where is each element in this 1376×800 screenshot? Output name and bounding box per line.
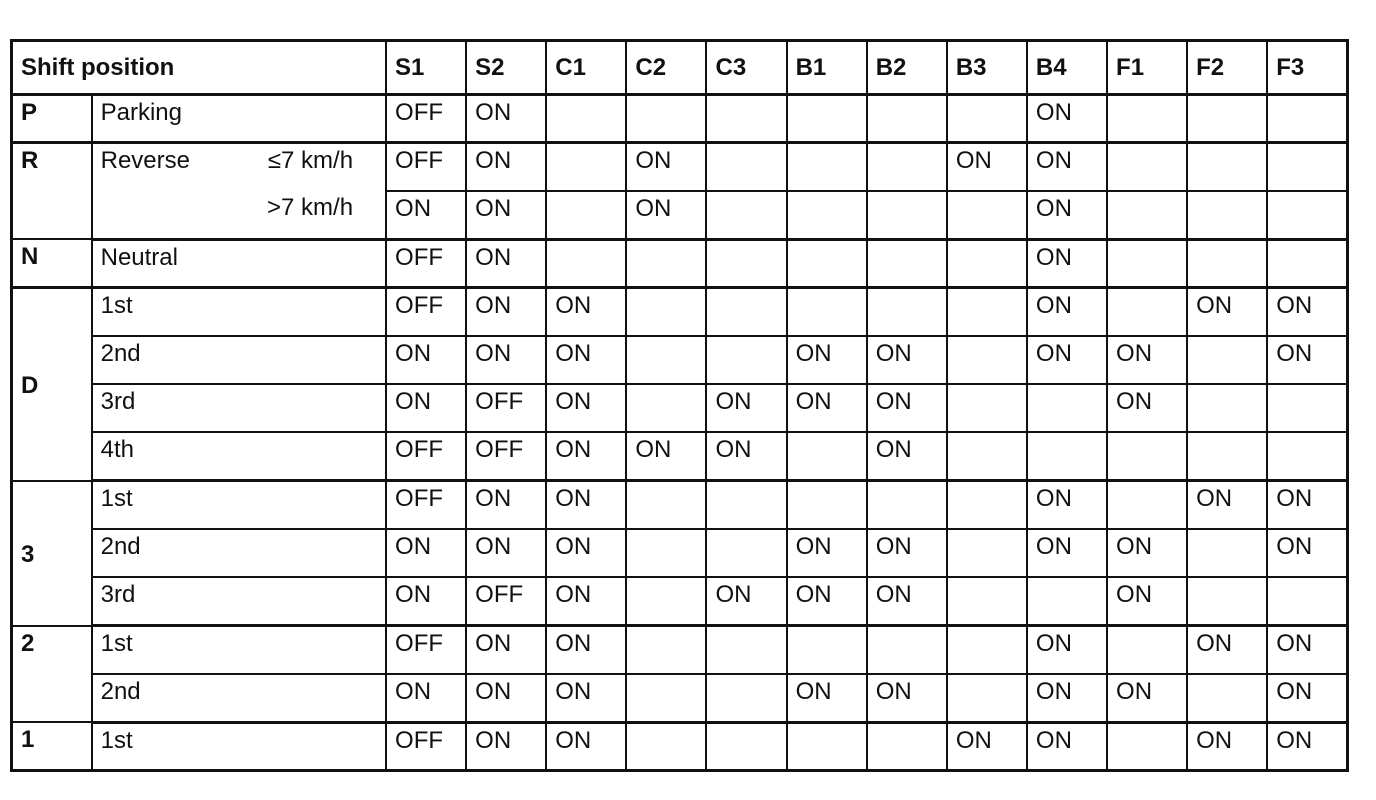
state-cell-b3 bbox=[947, 481, 1027, 529]
col-header-c2: C2 bbox=[626, 41, 706, 95]
gear-label: 1st bbox=[92, 722, 386, 770]
state-cell-s2: ON bbox=[466, 674, 546, 722]
state-cell-b2: ON bbox=[867, 336, 947, 384]
state-cell-s1: ON bbox=[386, 674, 466, 722]
state-cell-b1 bbox=[787, 191, 867, 239]
state-cell-b3 bbox=[947, 432, 1027, 480]
shift-description-blank bbox=[92, 191, 232, 239]
shift-position-label: 1 bbox=[12, 722, 92, 770]
table-row bbox=[12, 384, 1348, 432]
state-cell-b1 bbox=[787, 481, 867, 529]
state-cell-s2: OFF bbox=[466, 432, 546, 480]
state-cell-c2 bbox=[626, 336, 706, 384]
table-row bbox=[12, 626, 1348, 674]
shift-description: Reverse bbox=[92, 143, 232, 191]
state-cell-f3: ON bbox=[1267, 674, 1347, 722]
state-cell-b2 bbox=[867, 143, 947, 191]
state-cell-b1: ON bbox=[787, 529, 867, 577]
state-cell-f2: ON bbox=[1187, 626, 1267, 674]
state-cell-b4: ON bbox=[1027, 722, 1107, 770]
gear-label: 3rd bbox=[92, 384, 386, 432]
state-cell-b4: ON bbox=[1027, 143, 1107, 191]
state-cell-c1: ON bbox=[546, 336, 626, 384]
state-cell-b3: ON bbox=[947, 722, 1027, 770]
state-cell-b4: ON bbox=[1027, 288, 1107, 336]
state-cell-b4: ON bbox=[1027, 239, 1107, 287]
state-cell-s1: ON bbox=[386, 384, 466, 432]
state-cell-c1: ON bbox=[546, 384, 626, 432]
state-cell-b2: ON bbox=[867, 384, 947, 432]
state-cell-b1 bbox=[787, 239, 867, 287]
state-cell-s1: OFF bbox=[386, 239, 466, 287]
col-header-s2: S2 bbox=[466, 41, 546, 95]
state-cell-f2 bbox=[1187, 432, 1267, 480]
state-cell-f1 bbox=[1107, 481, 1187, 529]
state-cell-f1 bbox=[1107, 191, 1187, 239]
state-cell-c2 bbox=[626, 674, 706, 722]
state-cell-c3 bbox=[706, 191, 786, 239]
state-cell-c3 bbox=[706, 288, 786, 336]
state-cell-s2: ON bbox=[466, 722, 546, 770]
state-cell-f2 bbox=[1187, 674, 1267, 722]
state-cell-c2 bbox=[626, 288, 706, 336]
col-header-f2: F2 bbox=[1187, 41, 1267, 95]
state-cell-f3 bbox=[1267, 577, 1347, 625]
state-cell-f2 bbox=[1187, 384, 1267, 432]
state-cell-b3 bbox=[947, 95, 1027, 143]
state-cell-b2 bbox=[867, 239, 947, 287]
state-cell-b2: ON bbox=[867, 529, 947, 577]
state-cell-b1 bbox=[787, 722, 867, 770]
state-cell-b2 bbox=[867, 191, 947, 239]
state-cell-c2: ON bbox=[626, 432, 706, 480]
state-cell-f1: ON bbox=[1107, 529, 1187, 577]
table-row bbox=[12, 191, 1348, 239]
state-cell-s1: OFF bbox=[386, 95, 466, 143]
col-header-f1: F1 bbox=[1107, 41, 1187, 95]
state-cell-c1: ON bbox=[546, 577, 626, 625]
table-row bbox=[12, 288, 1348, 336]
state-cell-c3: ON bbox=[706, 384, 786, 432]
state-cell-s1: ON bbox=[386, 336, 466, 384]
state-cell-b2: ON bbox=[867, 577, 947, 625]
state-cell-c2 bbox=[626, 626, 706, 674]
state-cell-b3 bbox=[947, 384, 1027, 432]
header-row bbox=[12, 41, 1348, 95]
state-cell-b2 bbox=[867, 722, 947, 770]
state-cell-c3: ON bbox=[706, 432, 786, 480]
table-row bbox=[12, 143, 1348, 191]
col-header-b3: B3 bbox=[947, 41, 1027, 95]
state-cell-s1: ON bbox=[386, 577, 466, 625]
speed-condition: ≤7 km/h bbox=[232, 143, 386, 191]
state-cell-b2 bbox=[867, 288, 947, 336]
state-cell-f1: ON bbox=[1107, 577, 1187, 625]
state-cell-f1 bbox=[1107, 95, 1187, 143]
state-cell-c1 bbox=[546, 191, 626, 239]
state-cell-c2: ON bbox=[626, 191, 706, 239]
state-cell-s1: OFF bbox=[386, 288, 466, 336]
state-cell-b4: ON bbox=[1027, 674, 1107, 722]
state-cell-b3 bbox=[947, 239, 1027, 287]
state-cell-c2: ON bbox=[626, 143, 706, 191]
gear-label: 2nd bbox=[92, 336, 386, 384]
state-cell-s1: ON bbox=[386, 191, 466, 239]
state-cell-b4: ON bbox=[1027, 529, 1107, 577]
state-cell-c2 bbox=[626, 239, 706, 287]
state-cell-c3 bbox=[706, 674, 786, 722]
state-cell-c3 bbox=[706, 95, 786, 143]
state-cell-b4: ON bbox=[1027, 191, 1107, 239]
state-cell-b4 bbox=[1027, 384, 1107, 432]
state-cell-c3: ON bbox=[706, 577, 786, 625]
gear-label: 2nd bbox=[92, 674, 386, 722]
state-cell-s2: ON bbox=[466, 191, 546, 239]
state-cell-b3 bbox=[947, 626, 1027, 674]
shift-position-label: 2 bbox=[12, 626, 92, 723]
table-row bbox=[12, 95, 1348, 143]
gear-label: 1st bbox=[92, 288, 386, 336]
state-cell-f3: ON bbox=[1267, 529, 1347, 577]
state-cell-c1: ON bbox=[546, 481, 626, 529]
state-cell-c3 bbox=[706, 143, 786, 191]
state-cell-c2 bbox=[626, 481, 706, 529]
state-cell-c2 bbox=[626, 722, 706, 770]
table-row bbox=[12, 239, 1348, 287]
state-cell-s2: OFF bbox=[466, 577, 546, 625]
state-cell-f1: ON bbox=[1107, 336, 1187, 384]
shift-position-label: R bbox=[12, 143, 92, 240]
shift-position-label: 3 bbox=[12, 481, 92, 626]
table-row bbox=[12, 722, 1348, 770]
state-cell-b3 bbox=[947, 529, 1027, 577]
state-cell-b4: ON bbox=[1027, 481, 1107, 529]
col-header-b4: B4 bbox=[1027, 41, 1107, 95]
col-header-b2: B2 bbox=[867, 41, 947, 95]
gear-label: 1st bbox=[92, 481, 386, 529]
state-cell-s1: OFF bbox=[386, 143, 466, 191]
state-cell-s2: ON bbox=[466, 95, 546, 143]
state-cell-c3 bbox=[706, 336, 786, 384]
shift-position-table bbox=[10, 39, 1349, 772]
col-header-f3: F3 bbox=[1267, 41, 1347, 95]
state-cell-s1: OFF bbox=[386, 432, 466, 480]
shift-description: Parking bbox=[92, 95, 386, 143]
state-cell-f1 bbox=[1107, 432, 1187, 480]
state-cell-c1: ON bbox=[546, 626, 626, 674]
state-cell-b1 bbox=[787, 432, 867, 480]
state-cell-c1: ON bbox=[546, 529, 626, 577]
table-row bbox=[12, 577, 1348, 625]
table-row bbox=[12, 674, 1348, 722]
state-cell-b1: ON bbox=[787, 674, 867, 722]
state-cell-b3 bbox=[947, 191, 1027, 239]
state-cell-b4: ON bbox=[1027, 626, 1107, 674]
state-cell-f3: ON bbox=[1267, 626, 1347, 674]
table-row bbox=[12, 336, 1348, 384]
state-cell-b1: ON bbox=[787, 577, 867, 625]
state-cell-c1 bbox=[546, 95, 626, 143]
state-cell-b3 bbox=[947, 288, 1027, 336]
state-cell-f3 bbox=[1267, 384, 1347, 432]
col-header-c1: C1 bbox=[546, 41, 626, 95]
state-cell-b1 bbox=[787, 288, 867, 336]
state-cell-f1 bbox=[1107, 626, 1187, 674]
state-cell-f3: ON bbox=[1267, 336, 1347, 384]
state-cell-c2 bbox=[626, 384, 706, 432]
state-cell-f3: ON bbox=[1267, 722, 1347, 770]
state-cell-f2: ON bbox=[1187, 481, 1267, 529]
shift-position-header: Shift position bbox=[12, 41, 387, 95]
state-cell-f3 bbox=[1267, 191, 1347, 239]
state-cell-c1: ON bbox=[546, 722, 626, 770]
shift-description: Neutral bbox=[92, 239, 386, 287]
state-cell-f3 bbox=[1267, 95, 1347, 143]
col-header-c3: C3 bbox=[706, 41, 786, 95]
state-cell-c3 bbox=[706, 626, 786, 674]
state-cell-s2: ON bbox=[466, 239, 546, 287]
state-cell-b3 bbox=[947, 577, 1027, 625]
state-cell-f2 bbox=[1187, 577, 1267, 625]
state-cell-b1 bbox=[787, 95, 867, 143]
state-cell-s1: OFF bbox=[386, 722, 466, 770]
state-cell-b4 bbox=[1027, 432, 1107, 480]
state-cell-s1: ON bbox=[386, 529, 466, 577]
state-cell-b1: ON bbox=[787, 384, 867, 432]
state-cell-b4: ON bbox=[1027, 95, 1107, 143]
state-cell-s2: ON bbox=[466, 143, 546, 191]
state-cell-b1 bbox=[787, 626, 867, 674]
state-cell-b3: ON bbox=[947, 143, 1027, 191]
state-cell-f3 bbox=[1267, 239, 1347, 287]
state-cell-b4: ON bbox=[1027, 336, 1107, 384]
col-header-s1: S1 bbox=[386, 41, 466, 95]
state-cell-f3: ON bbox=[1267, 481, 1347, 529]
state-cell-s2: ON bbox=[466, 626, 546, 674]
state-cell-s2: ON bbox=[466, 481, 546, 529]
shift-position-label: N bbox=[12, 239, 92, 287]
state-cell-f1 bbox=[1107, 722, 1187, 770]
gear-label: 2nd bbox=[92, 529, 386, 577]
state-cell-f2 bbox=[1187, 336, 1267, 384]
gear-label: 3rd bbox=[92, 577, 386, 625]
state-cell-f2 bbox=[1187, 529, 1267, 577]
state-cell-s2: ON bbox=[466, 529, 546, 577]
state-cell-f1 bbox=[1107, 239, 1187, 287]
state-cell-f1: ON bbox=[1107, 384, 1187, 432]
gear-label: 1st bbox=[92, 626, 386, 674]
state-cell-c1: ON bbox=[546, 288, 626, 336]
state-cell-b2 bbox=[867, 95, 947, 143]
state-cell-c3 bbox=[706, 481, 786, 529]
state-cell-f2 bbox=[1187, 239, 1267, 287]
state-cell-b3 bbox=[947, 674, 1027, 722]
state-cell-f2: ON bbox=[1187, 288, 1267, 336]
state-cell-c3 bbox=[706, 239, 786, 287]
state-cell-b1: ON bbox=[787, 336, 867, 384]
state-cell-b2 bbox=[867, 626, 947, 674]
state-cell-s2: OFF bbox=[466, 384, 546, 432]
state-cell-c1 bbox=[546, 239, 626, 287]
state-cell-s1: OFF bbox=[386, 626, 466, 674]
state-cell-s2: ON bbox=[466, 336, 546, 384]
table-row bbox=[12, 481, 1348, 529]
state-cell-f2 bbox=[1187, 143, 1267, 191]
shift-position-label: P bbox=[12, 95, 92, 143]
state-cell-c3 bbox=[706, 722, 786, 770]
state-cell-s1: OFF bbox=[386, 481, 466, 529]
state-cell-c1: ON bbox=[546, 674, 626, 722]
state-cell-f1: ON bbox=[1107, 674, 1187, 722]
state-cell-f3 bbox=[1267, 143, 1347, 191]
state-cell-f1 bbox=[1107, 143, 1187, 191]
state-cell-f1 bbox=[1107, 288, 1187, 336]
state-cell-c1: ON bbox=[546, 432, 626, 480]
state-cell-b4 bbox=[1027, 577, 1107, 625]
state-cell-b3 bbox=[947, 336, 1027, 384]
state-cell-f3 bbox=[1267, 432, 1347, 480]
speed-condition: >7 km/h bbox=[232, 191, 386, 239]
gear-label: 4th bbox=[92, 432, 386, 480]
table-row bbox=[12, 529, 1348, 577]
state-cell-f2 bbox=[1187, 191, 1267, 239]
state-cell-s2: ON bbox=[466, 288, 546, 336]
col-header-b1: B1 bbox=[787, 41, 867, 95]
state-cell-b2: ON bbox=[867, 674, 947, 722]
table-row bbox=[12, 432, 1348, 480]
shift-position-label: D bbox=[12, 288, 92, 481]
state-cell-f3: ON bbox=[1267, 288, 1347, 336]
state-cell-b1 bbox=[787, 143, 867, 191]
state-cell-f2: ON bbox=[1187, 722, 1267, 770]
state-cell-b2: ON bbox=[867, 432, 947, 480]
state-cell-f2 bbox=[1187, 95, 1267, 143]
state-cell-c3 bbox=[706, 529, 786, 577]
state-cell-c1 bbox=[546, 143, 626, 191]
state-cell-b2 bbox=[867, 481, 947, 529]
state-cell-c2 bbox=[626, 529, 706, 577]
state-cell-c2 bbox=[626, 95, 706, 143]
state-cell-c2 bbox=[626, 577, 706, 625]
